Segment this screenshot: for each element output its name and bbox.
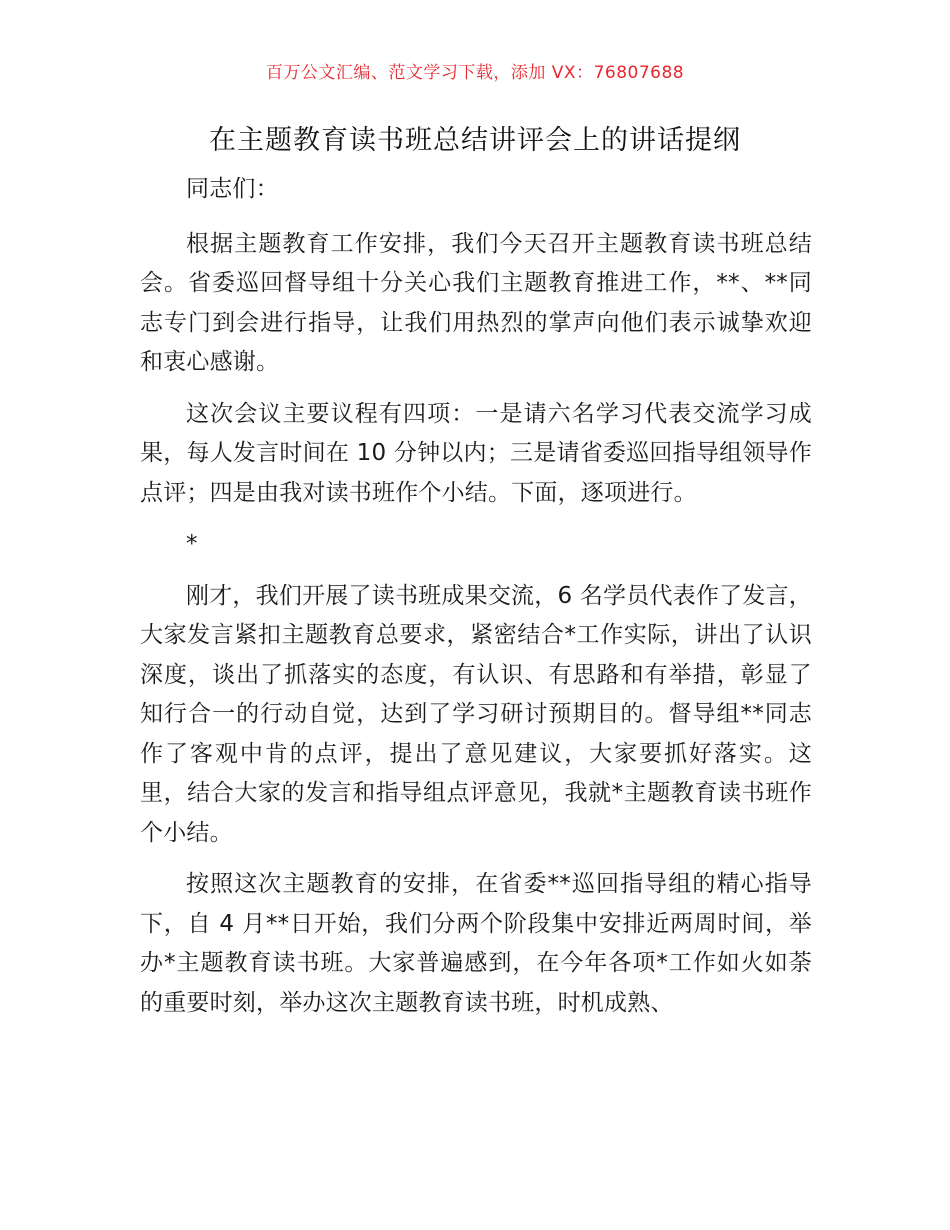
document-body bbox=[140, 170, 812, 1035]
section-marker: * bbox=[186, 531, 198, 557]
paragraph-agenda: 这次会议主要议程有四项：一是请六名学习代表交流学习成果，每人发言时间在 10 分钟以内；三是请省委巡回指导组领导作点评；四是由我对读书班作个小结。下面，逐项进行。 bbox=[140, 400, 812, 506]
paragraph-arrangement: 按照这次主题教育的安排，在省委**巡回指导组的精心指导下，自 4 月**日开始，我们分两个阶段集中安排近两周时间，举办*主题教育读书班。大家普遍感到，在今年各项*工作如火如荼的重要时刻，举办这次主题教育读书班，时机成熟、 bbox=[140, 871, 812, 1016]
salutation: 同志们： bbox=[186, 176, 279, 202]
header-banner: 百万公文汇编、范文学习下载，添加 VX：76807688 bbox=[265, 63, 685, 83]
paragraph-exchange-summary: 刚才，我们开展了读书班成果交流，6 名学员代表作了发言，大家发言紧扣主题教育总要求，紧密结合*工作实际，讲出了认识深度，谈出了抓落实的态度，有认识、有思路和有举措，彰显了知行合一的行动自觉，达到了学习研讨预期目的。督导组**同志作了客观中肯的点评，提出了意见建议，大家要抓好落实。这里，结合大家的发言和指导组点评意见，我就*主题教育读书班作个小结。 bbox=[140, 582, 812, 846]
paragraph-opening: 根据主题教育工作安排，我们今天召开主题教育读书班总结会。省委巡回督导组十分关心我们主题教育推进工作，**、**同志专门到会进行指导，让我们用热烈的掌声向他们表示诚挚欢迎和衷心感谢。 bbox=[140, 230, 812, 375]
document-title: 在主题教育读书班总结讲评会上的讲话提纲 bbox=[209, 125, 741, 156]
